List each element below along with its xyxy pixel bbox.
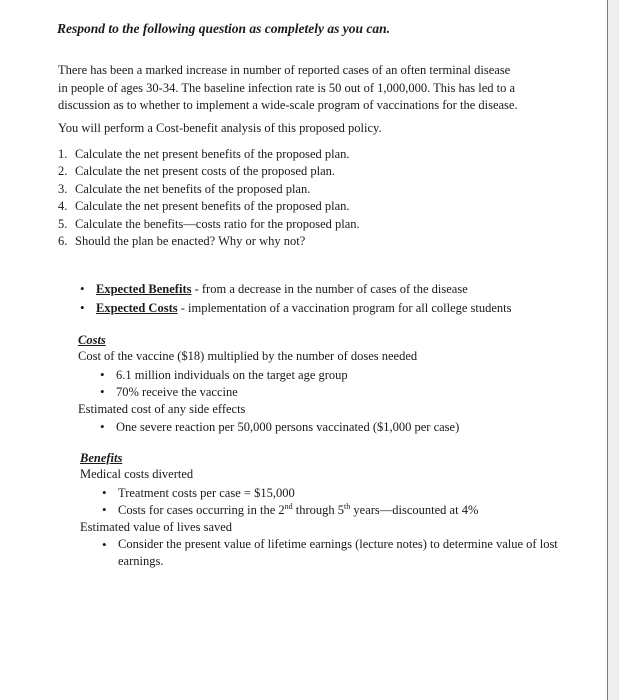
benefits-title: Benefits <box>80 451 123 465</box>
benefits-item-text: through 5 <box>292 503 345 517</box>
benefits-section <box>80 450 558 570</box>
list-item <box>58 216 360 233</box>
costs-item-text: 6.1 million individuals on the target age group <box>116 367 348 382</box>
benefits-item-text: years—discounted at 4% <box>350 503 479 517</box>
bullet-icon: • <box>102 537 107 552</box>
question-text: Calculate the net present benefits of the proposed plan. <box>75 199 350 214</box>
benefits-lives-line: Estimated value of lives saved <box>80 519 233 534</box>
list-item <box>78 383 459 401</box>
bullet-icon: • <box>102 502 107 517</box>
question-number: 5. <box>58 216 68 231</box>
bullet-icon: • <box>80 299 85 315</box>
question-text: Calculate the net present benefits of the proposed plan. <box>75 147 350 161</box>
list-item <box>58 181 360 198</box>
list-item <box>58 198 360 215</box>
expected-costs-text: - implementation of a vaccination program for all college students <box>177 300 512 315</box>
paragraph-line: There has been a marked increase in number of reported cases of an often terminal disease <box>58 63 511 77</box>
list-item <box>58 233 360 250</box>
bullet-icon: • <box>102 484 107 500</box>
bullet-icon: • <box>80 281 85 296</box>
question-text: Calculate the net present costs of the proposed plan. <box>75 164 335 179</box>
expected-benefits-label: Expected Benefits <box>96 282 192 296</box>
page-margin <box>608 0 619 700</box>
list-item <box>58 163 360 180</box>
question-number: 2. <box>58 164 68 179</box>
list-item <box>78 418 459 436</box>
costs-side-effects-line: Estimated cost of any side effects <box>78 401 246 416</box>
question-list <box>58 146 360 250</box>
question-number: 4. <box>58 199 68 214</box>
list-item <box>58 146 360 163</box>
question-text: Calculate the net benefits of the proposed plan. <box>75 181 311 196</box>
superscript: th <box>344 501 351 511</box>
list-item <box>80 501 558 519</box>
benefits-item-text: Costs for cases occurring in the 2 <box>118 503 285 517</box>
expected-list <box>80 280 512 317</box>
costs-item-text: 70% receive the vaccine <box>116 385 238 399</box>
question-text: Calculate the benefits—costs ratio for the proposed plan. <box>75 216 360 231</box>
bullet-icon: • <box>100 419 105 434</box>
question-number: 6. <box>58 233 68 248</box>
benefits-item-text: Treatment costs per case = $15,000 <box>118 485 295 500</box>
expected-costs-label: Expected Costs <box>96 300 178 315</box>
benefits-item-text: Consider the present value of lifetime earnings (lecture notes) to determine value of lost earnings. <box>118 537 558 568</box>
list-item <box>80 484 558 502</box>
problem-paragraph <box>58 62 558 115</box>
costs-section <box>78 332 459 436</box>
list-item <box>78 366 459 384</box>
bullet-icon: • <box>100 384 105 399</box>
paragraph-line: in people of ages 30-34. The baseline infection rate is 50 out of 1,000,000. This has led to a <box>58 80 516 95</box>
bullet-icon: • <box>100 366 105 382</box>
question-number: 3. <box>58 181 68 196</box>
list-item <box>80 280 512 299</box>
superscript: nd <box>284 501 293 511</box>
costs-title: Costs <box>78 333 106 347</box>
list-item <box>80 299 512 318</box>
analysis-intro: You will perform a Cost-benefit analysis of this proposed policy. <box>58 121 382 135</box>
list-item <box>80 536 558 570</box>
costs-vaccine-line: Cost of the vaccine ($18) multiplied by the number of doses needed <box>78 349 418 363</box>
question-text: Should the plan be enacted? Why or why not? <box>75 233 306 248</box>
costs-item-text: One severe reaction per 50,000 persons vaccinated ($1,000 per case) <box>116 420 460 434</box>
paragraph-line: discussion as to whether to implement a wide-scale program of vaccinations for the disease. <box>58 98 518 112</box>
instruction-heading: Respond to the following question as completely as you can. <box>57 21 391 36</box>
expected-benefits-text: - from a decrease in the number of cases of the disease <box>191 282 468 296</box>
question-number: 1. <box>58 147 68 161</box>
benefits-medical-line: Medical costs diverted <box>80 467 194 481</box>
